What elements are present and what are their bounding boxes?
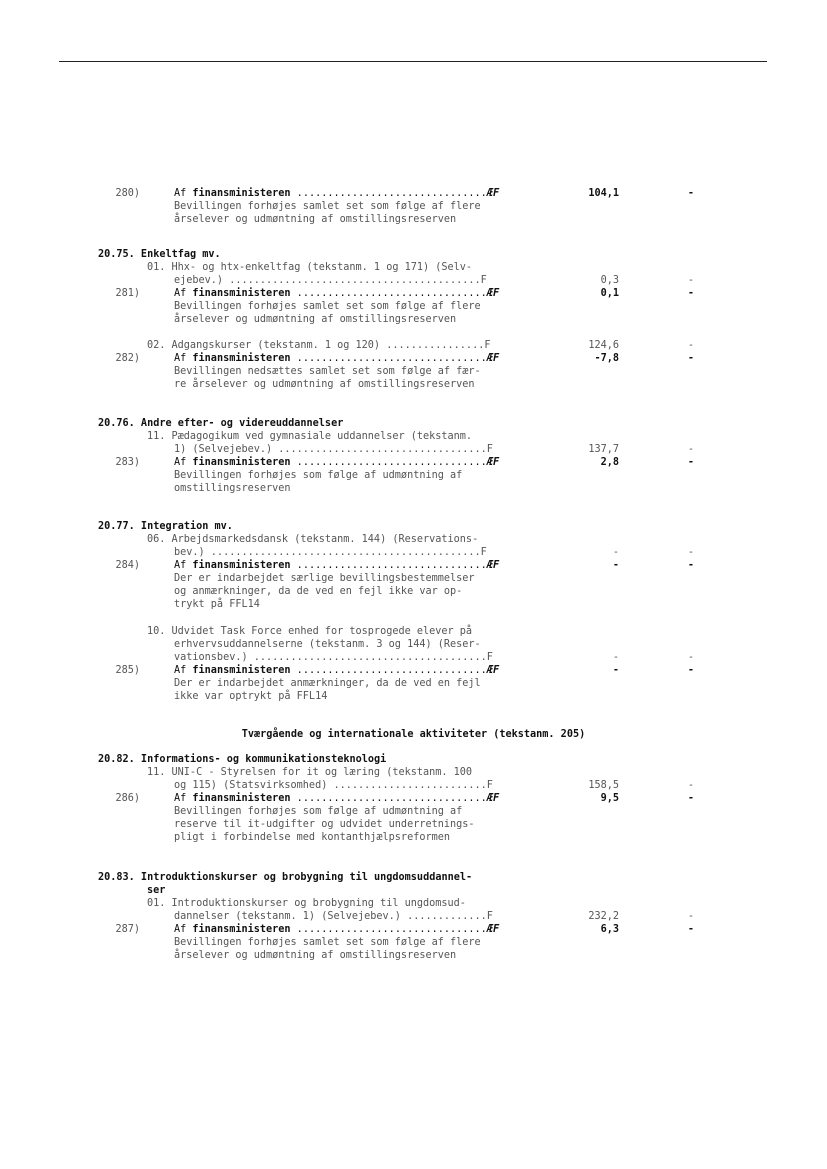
entry-line: Af finansministeren ...............................ÆF (174, 188, 500, 199)
subaccount-line: dannelser (tekstanm. 1) (Selvejebev.) .............F (174, 911, 493, 922)
subaccount-amount: 137,7 (588, 444, 619, 455)
subaccount-dash: - (687, 780, 694, 791)
section-heading: 20.77. Integration mv. (98, 521, 233, 532)
entry-number: 283) (115, 457, 140, 468)
entry-dash: - (687, 188, 694, 199)
entry-description-line: Bevillingen forhøjes samlet set som følge af flere (174, 937, 481, 948)
entry-description-line: årselever og udmøntning af omstillingsreserven (174, 314, 457, 325)
entry-description-line: ikke var optrykt på FFL14 (174, 691, 328, 702)
subaccount-line: 11. UNI-C - Styrelsen for it og læring (tekstanm. 100 (147, 767, 473, 778)
entry-line: Af finansministeren ...............................ÆF (174, 288, 500, 299)
subaccount-amount: 158,5 (588, 780, 619, 791)
entry-description-line: pligt i forbindelse med kontanthjælpsreformen (174, 832, 451, 843)
subaccount-dash: - (687, 275, 694, 286)
entry-number: 281) (115, 288, 140, 299)
subaccount-dash: - (687, 911, 694, 922)
entry-number: 282) (115, 353, 140, 364)
subaccount-line: og 115) (Statsvirksomhed) .........................F (174, 780, 493, 791)
section-heading: 20.83. Introduktionskurser og brobygning til ungdomsuddannel- (98, 872, 473, 883)
subaccount-line: vationsbev.) ......................................F (174, 652, 493, 663)
entry-line: Af finansministeren ...............................ÆF (174, 560, 500, 571)
entry-dash: - (687, 288, 694, 299)
entry-dash: - (687, 793, 694, 804)
subaccount-line: 10. Udvidet Task Force enhed for tosprogede elever på (147, 626, 473, 637)
subaccount-dash: - (687, 652, 694, 663)
entry-line: Af finansministeren ...............................ÆF (174, 665, 500, 676)
subaccount-dash: - (687, 340, 694, 351)
entry-description-line: Bevillingen forhøjes som følge af udmøntning af (174, 470, 463, 481)
entry-number: 280) (115, 188, 140, 199)
entry-description-line: Der er indarbejdet anmærkninger, da de ved en fejl (174, 678, 481, 689)
entry-amount: 6,3 (600, 924, 619, 935)
subaccount-amount: 232,2 (588, 911, 619, 922)
section-heading-cont: ser (147, 885, 166, 896)
entry-dash: - (687, 924, 694, 935)
entry-amount: - (612, 560, 619, 571)
entry-description-line: Bevillingen forhøjes som følge af udmøntning af (174, 806, 463, 817)
entry-amount: 2,8 (600, 457, 619, 468)
entry-amount: 104,1 (588, 188, 619, 199)
entry-number: 286) (115, 793, 140, 804)
entry-description-line: Bevillingen nedsættes samlet set som følge af fær- (174, 366, 481, 377)
top-rule (59, 61, 767, 62)
entry-line: Af finansministeren ...............................ÆF (174, 793, 500, 804)
subaccount-line: bev.) ............................................F (174, 547, 487, 558)
entry-line: Af finansministeren ...............................ÆF (174, 457, 500, 468)
group-title: Tværgående og internationale aktiviteter (tekstanm. 205) (241, 729, 586, 740)
section-heading: 20.76. Andre efter- og videreuddannelser (98, 418, 344, 429)
entry-description-line: re årselever og udmøntning af omstillingsreserven (174, 379, 475, 390)
subaccount-dash: - (687, 547, 694, 558)
entry-description-line: Bevillingen forhøjes samlet set som følge af flere (174, 201, 481, 212)
entry-line: Af finansministeren ...............................ÆF (174, 924, 500, 935)
entry-amount: -7,8 (594, 353, 619, 364)
entry-amount: 9,5 (600, 793, 619, 804)
subaccount-line: 02. Adgangskurser (tekstanm. 1 og 120) ................F (147, 340, 491, 351)
entry-amount: - (612, 665, 619, 676)
entry-description-line: årselever og udmøntning af omstillingsreserven (174, 214, 457, 225)
subaccount-dash: - (687, 444, 694, 455)
entry-description-line: omstillingsreserven (174, 483, 291, 494)
entry-dash: - (687, 560, 694, 571)
subaccount-line: 01. Introduktionskurser og brobygning til ungdomsud- (147, 898, 466, 909)
entry-number: 287) (115, 924, 140, 935)
entry-description-line: og anmærkninger, da de ved en fejl ikke var op- (174, 586, 463, 597)
entry-description-line: trykt på FFL14 (174, 599, 260, 610)
section-heading: 20.82. Informations- og kommunikationsteknologi (98, 754, 387, 765)
subaccount-amount: - (612, 652, 619, 663)
entry-number: 284) (115, 560, 140, 571)
entry-description-line: Der er indarbejdet særlige bevillingsbestemmelser (174, 573, 475, 584)
subaccount-line: erhvervsuddannelserne (tekstanm. 3 og 144) (Reser- (174, 639, 481, 650)
subaccount-line: 01. Hhx- og htx-enkeltfag (tekstanm. 1 og 171) (Selv- (147, 262, 473, 273)
subaccount-line: ejebev.) .........................................F (174, 275, 487, 286)
entry-line: Af finansministeren ...............................ÆF (174, 353, 500, 364)
subaccount-amount: - (612, 547, 619, 558)
subaccount-amount: 124,6 (588, 340, 619, 351)
section-heading: 20.75. Enkeltfag mv. (98, 249, 221, 260)
entry-dash: - (687, 665, 694, 676)
entry-amount: 0,1 (600, 288, 619, 299)
subaccount-line: 11. Pædagogikum ved gymnasiale uddannelser (tekstanm. (147, 431, 473, 442)
subaccount-amount: 0,3 (600, 275, 619, 286)
entry-description-line: reserve til it-udgifter og udvidet underretnings- (174, 819, 475, 830)
entry-dash: - (687, 353, 694, 364)
subaccount-line: 06. Arbejdsmarkedsdansk (tekstanm. 144) (Reservations- (147, 534, 479, 545)
subaccount-line: 1) (Selvejebev.) ..................................F (174, 444, 493, 455)
entry-dash: - (687, 457, 694, 468)
entry-description-line: Bevillingen forhøjes samlet set som følge af flere (174, 301, 481, 312)
entry-description-line: årselever og udmøntning af omstillingsreserven (174, 950, 457, 961)
entry-number: 285) (115, 665, 140, 676)
